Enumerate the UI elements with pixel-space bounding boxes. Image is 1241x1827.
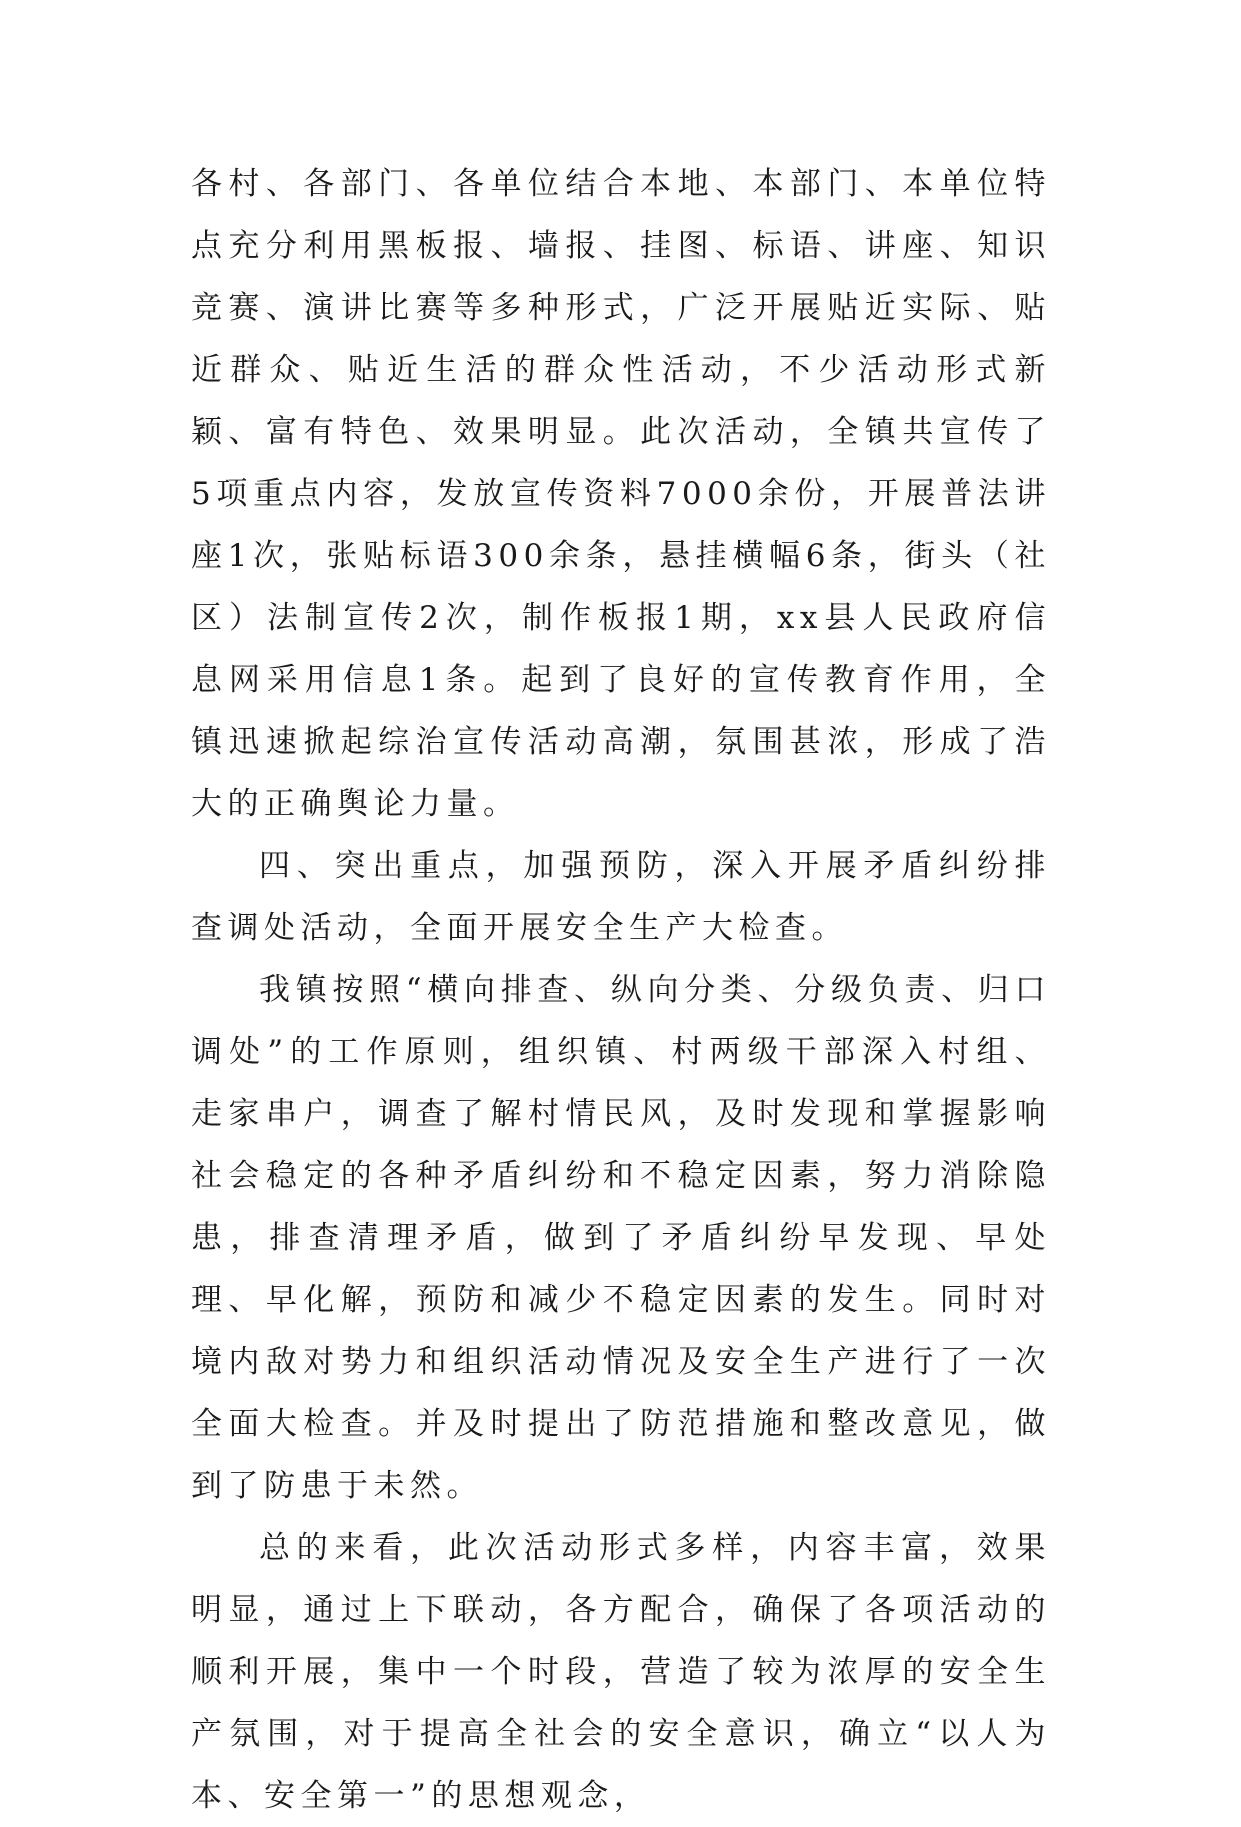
paragraph-section-four-heading: 四、突出重点，加强预防，深入开展矛盾纠纷排查调处活动，全面开展安全生产大检查。 <box>191 848 1051 946</box>
paragraph-overall-summary: 总的来看，此次活动形式多样，内容丰富，效果明显，通过上下联动，各方配合，确保了各项活动的顺利开展，集中一个时段，营造了较为浓厚的安全生产氛围，对于提高全社会的安全意识，确立“以人为本、安全第一”的思想观念， <box>191 1530 1051 1814</box>
paragraph-dispute-investigation: 我镇按照“横向排查、纵向分类、分级负责、归口调处”的工作原则，组织镇、村两级干部深入村组、走家串户，调查了解村情民风，及时发现和掌握影响社会稳定的各种矛盾纠纷和不稳定因素，努力消除隐患，排查清理矛盾，做到了矛盾纠纷早发现、早处理、早化解，预防和减少不稳定因素的发生。同时对境内敌对势力和组织活动情况及安全生产进行了一次全面大检查。并及时提出了防范措施和整改意见，做到了防患于未然。 <box>191 972 1051 1504</box>
document-body <box>191 153 1051 1827</box>
paragraph-publicity-summary: 各村、各部门、各单位结合本地、本部门、本单位特点充分利用黑板报、墙报、挂图、标语、讲座、知识竞赛、演讲比赛等多种形式，广泛开展贴近实际、贴近群众、贴近生活的群众性活动，不少活动形式新颖、富有特色、效果明显。此次活动，全镇共宣传了5项重点内容，发放宣传资料7000余份，开展普法讲座1次，张贴标语300余条，悬挂横幅6条，街头（社区）法制宣传2次，制作板报1期，xx县人民政府信息网采用信息1条。起到了良好的宣传教育作用，全镇迅速掀起综治宣传活动高潮，氛围甚浓，形成了浩大的正确舆论力量。 <box>191 166 1051 822</box>
